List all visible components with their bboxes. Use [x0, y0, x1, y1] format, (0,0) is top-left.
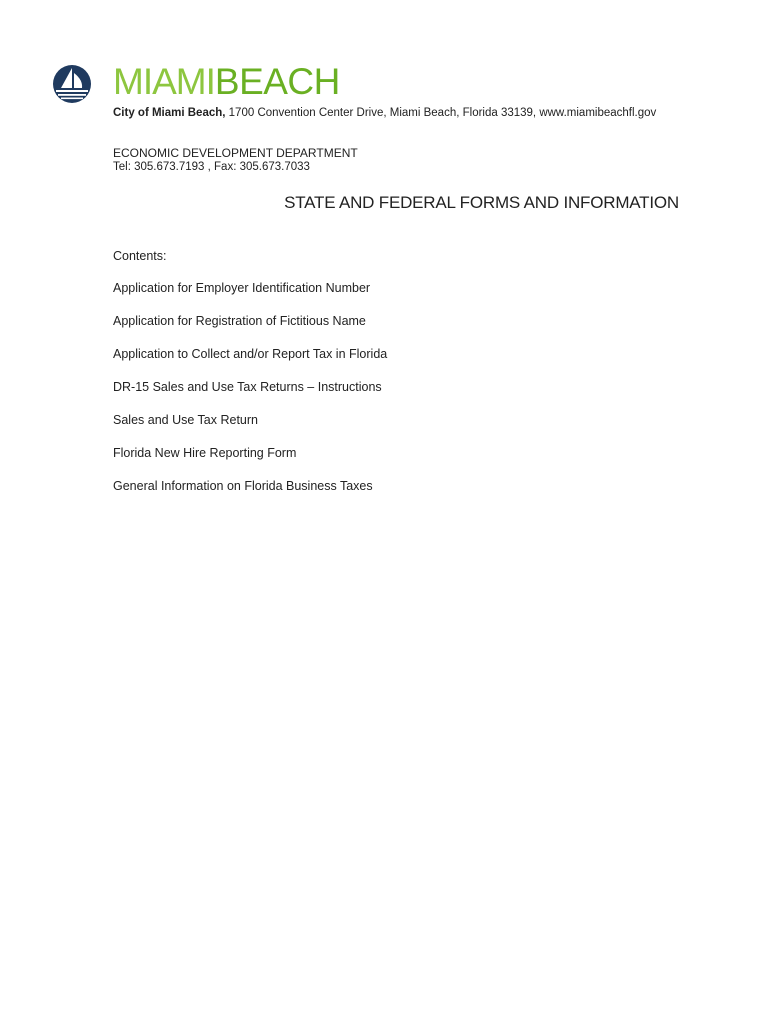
- contents-item: DR-15 Sales and Use Tax Returns – Instructions: [113, 380, 382, 394]
- address-text: 1700 Convention Center Drive, Miami Beach, Florida 33139, www.miamibeachfl.gov: [225, 107, 657, 119]
- contents-list: [113, 281, 387, 512]
- wordmark-miami: MIAMI: [113, 61, 215, 102]
- contents-item: Florida New Hire Reporting Form: [113, 446, 297, 460]
- contents-item: Sales and Use Tax Return: [113, 413, 258, 427]
- contents-item: General Information on Florida Business Taxes: [113, 479, 373, 493]
- contents-item: Application to Collect and/or Report Tax in Florida: [113, 347, 388, 361]
- miami-beach-wordmark: [113, 62, 340, 102]
- contents-label: Contents:: [113, 249, 167, 263]
- contents-item: Application for Employer Identification Number: [113, 281, 371, 295]
- city-name: City of Miami Beach,: [113, 107, 226, 119]
- contact-info: Tel: 305.673.7193 , Fax: 305.673.7033: [113, 161, 310, 173]
- wordmark-beach: BEACH: [214, 61, 340, 102]
- contents-item: Application for Registration of Fictitious Name: [113, 314, 366, 328]
- address-line: [113, 106, 656, 120]
- document-title: STATE AND FEDERAL FORMS AND INFORMATION: [284, 193, 679, 212]
- sailboat-seal-icon: [52, 64, 92, 104]
- department-name: ECONOMIC DEVELOPMENT DEPARTMENT: [113, 146, 358, 160]
